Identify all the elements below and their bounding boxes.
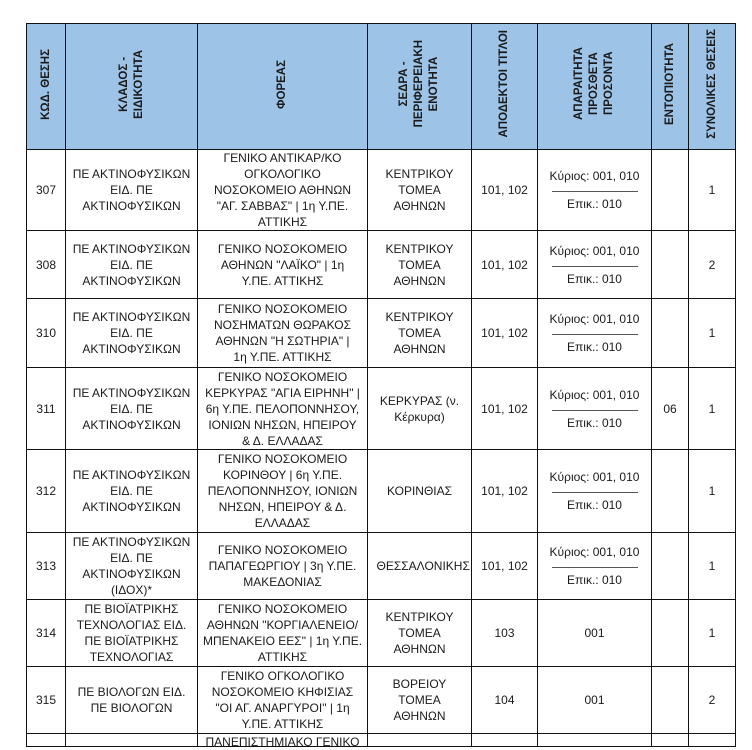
agency-text: ΓΕΝΙΚΟ ΝΟΣΟΚΟΜΕΙΟ ΚΟΡΙΝΘΟΥ | 6η Υ.ΠΕ. ΠΕΛΟΠΟΝΝΗΣΟΥ, ΙΟΝΙΩΝ ΝΗΣΩΝ, ΗΠΕΙΡΟΥ & Δ. ΕΛΛΑΔΑΣ: [207, 452, 358, 530]
cell-code: [27, 600, 66, 667]
partial-cell: [368, 734, 472, 747]
cell-code: [27, 299, 66, 368]
agency-text: ΓΕΝΙΚΟ ΑΝΤΙΚΑΡ/ΚΟ ΟΓΚΟΛΟΓΙΚΟ ΝΟΣΟΚΟΜΕΙΟ ΑΘΗΝΩΝ "ΑΓ. ΣΑΒΒΑΣ" | 1η Υ.ΠΕ. ΑΤΤΙΚΗΣ: [213, 151, 352, 229]
cell-agency: [198, 600, 368, 667]
qualifications-main: 001: [584, 693, 605, 707]
cell-locality: [652, 299, 689, 368]
total-text: 1: [708, 401, 716, 416]
cell-code: [27, 150, 66, 231]
qualifications: [550, 168, 640, 212]
cell-total: [689, 533, 736, 600]
cell-total: [689, 450, 736, 533]
partial-cell: [472, 734, 538, 747]
cell-total: [689, 150, 736, 231]
qualifications-main: Κύριος: 001, 010: [549, 243, 640, 258]
cell-specialty: [66, 667, 198, 734]
cell-seat: [368, 150, 472, 231]
cell-specialty: [66, 600, 198, 667]
header-qualifications: [538, 24, 652, 150]
qualifications: [550, 243, 640, 287]
table-row: [27, 450, 736, 533]
cell-titles: [472, 231, 538, 299]
seat-text: ΚΕΝΤΡΙΚΟΥ ΤΟΜΕΑ ΑΘΗΝΩΝ: [385, 241, 454, 288]
cell-specialty: [66, 533, 198, 600]
cell-qualifications: [538, 299, 652, 368]
cell-specialty: [66, 299, 198, 368]
cell-total: [689, 299, 736, 368]
cell-agency: [198, 150, 368, 231]
cell-locality: [652, 533, 689, 600]
code-text: 315: [35, 693, 57, 707]
cell-seat: [368, 231, 472, 299]
total-text: 2: [708, 693, 716, 707]
cell-locality: [652, 667, 689, 734]
cell-seat: [368, 368, 472, 450]
qualifications-divider: [552, 334, 638, 335]
header-label: ΣΥΝΟΛΙΚΕΣ ΘΕΣΕΙΣ: [705, 29, 718, 139]
header-specialty: [66, 24, 198, 150]
cell-qualifications: [538, 231, 652, 299]
seat-text: ΒΟΡΕΙΟΥ ΤΟΜΕΑ ΑΘΗΝΩΝ: [392, 677, 447, 723]
qualifications-divider: [552, 410, 638, 411]
cell-titles: [472, 667, 538, 734]
qualifications: [550, 469, 640, 513]
cell-titles: [472, 368, 538, 450]
cell-agency: [198, 667, 368, 734]
total-text: 1: [708, 326, 716, 340]
cell-locality: [652, 450, 689, 533]
titles-text: 101, 102: [481, 183, 528, 197]
cell-seat: [368, 450, 472, 533]
qualifications-main: Κύριος: 001, 010: [549, 169, 640, 183]
header-label: ΚΩΔ. ΘΕΣΗΣ: [39, 48, 52, 120]
cell-qualifications: [538, 667, 652, 734]
partial-cell: [66, 734, 198, 747]
header-code: [27, 24, 66, 150]
table-row: [27, 150, 736, 231]
qualifications: [550, 544, 640, 588]
specialty-text: ΠΕ ΑΚΤΙΝΟΦΥΣΙΚΩΝ ΕΙΔ. ΠΕ ΑΚΤΙΝΟΦΥΣΙΚΩΝ: [72, 385, 191, 432]
qualifications-secondary: Επικ.: 010: [567, 573, 622, 587]
qualifications-divider: [552, 567, 638, 568]
cell-code: [27, 667, 66, 734]
header-label: ΕΝΤΟΠΙΟΤΗΤΑ: [663, 43, 676, 125]
cell-agency: [198, 299, 368, 368]
qualifications-secondary: Επικ.: 010: [567, 340, 622, 354]
cell-total: [689, 368, 736, 450]
header-row: [27, 24, 736, 150]
header-label: ΑΠΟΔΕΚΤΟΙ ΤΙΤΛΟΙ: [498, 30, 510, 138]
partial-agency-text: ΠΑΝΕΠΙΣΤΗΜΙΑΚΟ ΓΕΝΙΚΟ: [205, 735, 360, 749]
cell-code: [27, 231, 66, 299]
cell-total: [689, 667, 736, 734]
header-total: [689, 24, 736, 150]
seat-text: ΚΕΝΤΡΙΚΟΥ ΤΟΜΕΑ ΑΘΗΝΩΝ: [385, 610, 454, 656]
cell-qualifications: [538, 368, 652, 450]
header-label: ΑΠΑΡΑΙΤΗΤΑ ΠΡΟΣΘΕΤΑ ΠΡΟΣΟΝΤΑ: [573, 47, 615, 121]
header-agency: [198, 24, 368, 150]
qualifications-secondary: Επικ.: 010: [567, 498, 622, 512]
qualifications-divider: [552, 266, 638, 267]
cell-titles: [472, 150, 538, 231]
specialty-text: ΠΕ ΒΙΟΪΑΤΡΙΚΗΣ ΤΕΧΝΟΛΟΓΙΑΣ ΕΙΔ. ΠΕ ΒΙΟΪΑΤΡΙΚΗΣ ΤΕΧΝΟΛΟΓΙΑΣ: [76, 602, 187, 664]
cell-specialty: [66, 368, 198, 450]
titles-text: 101, 102: [481, 257, 528, 272]
cell-agency: [198, 533, 368, 600]
qualifications-main: Κύριος: 001, 010: [549, 545, 640, 559]
cell-specialty: [66, 150, 198, 231]
agency-text: ΓΕΝΙΚΟ ΝΟΣΟΚΟΜΕΙΟ ΠΑΠΑΓΕΩΡΓΙΟΥ | 3η Υ.ΠΕ. ΜΑΚΕΔΟΝΙΑΣ: [208, 543, 357, 589]
code-text: 310: [35, 326, 57, 340]
table-row: [27, 299, 736, 368]
cell-specialty: [66, 450, 198, 533]
cell-titles: [472, 450, 538, 533]
code-text: 312: [35, 484, 57, 498]
partial-cell: [689, 734, 736, 747]
seat-text: ΚΕΝΤΡΙΚΟΥ ΤΟΜΕΑ ΑΘΗΝΩΝ: [385, 310, 454, 356]
agency-text: ΓΕΝΙΚΟ ΝΟΣΟΚΟΜΕΙΟ ΚΕΡΚΥΡΑΣ "ΑΓΙΑ ΕΙΡΗΝΗ" | 6η Υ.ΠΕ. ΠΕΛΟΠΟΝΝΗΣΟΥ, ΙΟΝΙΩΝ ΝΗΣΩΝ, ΗΠΕΙΡΟΥ & Δ. ΕΛΛΑΔΑΣ: [205, 369, 360, 448]
qualifications: [584, 625, 604, 641]
qualifications-main: Κύριος: 001, 010: [549, 387, 640, 402]
cell-locality: [652, 150, 689, 231]
cell-titles: [472, 600, 538, 667]
code-text: 311: [36, 401, 56, 416]
cell-seat: [368, 299, 472, 368]
specialty-text: ΠΕ ΑΚΤΙΝΟΦΥΣΙΚΩΝ ΕΙΔ. ΠΕ ΑΚΤΙΝΟΦΥΣΙΚΩΝ: [72, 310, 191, 356]
qualifications-main: Κύριος: 001, 010: [549, 470, 640, 484]
cell-agency: [198, 450, 368, 533]
specialty-text: ΠΕ ΒΙΟΛΟΓΩΝ ΕΙΔ. ΠΕ ΒΙΟΛΟΓΩΝ: [77, 685, 186, 715]
header-seat: [368, 24, 472, 150]
qualifications: [550, 311, 640, 355]
agency-text: ΓΕΝΙΚΟ ΝΟΣΟΚΟΜΕΙΟ ΝΟΣΗΜΑΤΩΝ ΘΩΡΑΚΟΣ ΑΘΗΝΩΝ "Η ΣΩΤΗΡΙΑ" | 1η Υ.ΠΕ. ΑΤΤΙΚΗΣ: [213, 302, 352, 364]
header-label: ΚΛΑΔΟΣ - ΕΙΔΙΚΟΤΗΤΑ: [117, 49, 145, 119]
qualifications-secondary: Επικ.: 010: [567, 415, 622, 430]
titles-text: 101, 102: [481, 484, 528, 498]
code-text: 313: [35, 559, 57, 573]
partial-cell: [198, 734, 368, 747]
qualifications: [550, 387, 640, 431]
table-row: [27, 533, 736, 600]
cell-locality: [652, 600, 689, 667]
total-text: 1: [708, 484, 716, 498]
table-row: [27, 600, 736, 667]
agency-text: ΓΕΝΙΚΟ ΝΟΣΟΚΟΜΕΙΟ ΑΘΗΝΩΝ "ΛΑΪΚΟ" | 1η Υ.ΠΕ. ΑΤΤΙΚΗΣ: [217, 241, 348, 288]
table-row: [27, 368, 736, 450]
cell-code: [27, 533, 66, 600]
header-locality: [652, 24, 689, 150]
cell-qualifications: [538, 533, 652, 600]
agency-text: ΓΕΝΙΚΟ ΝΟΣΟΚΟΜΕΙΟ ΑΘΗΝΩΝ "ΚΟΡΓΙΑΛΕΝΕΙΟ/ΜΠΕΝΑΚΕΙΟ ΕΕΣ" | 1η Υ.ΠΕ. ΑΤΤΙΚΗΣ: [202, 602, 363, 664]
code-text: 314: [35, 626, 57, 640]
agency-text: ΓΕΝΙΚΟ ΟΓΚΟΛΟΓΙΚΟ ΝΟΣΟΚΟΜΕΙΟ ΚΗΦΙΣΙΑΣ "ΟΙ ΑΓ. ΑΝΑΡΓΥΡΟΙ" | 1η Υ.ΠΕ. ΑΤΤΙΚΗΣ: [211, 669, 354, 731]
cell-seat: [368, 667, 472, 734]
total-text: 1: [708, 559, 716, 573]
header-label: ΦΟΡΕΑΣ: [276, 59, 288, 109]
cell-total: [689, 231, 736, 299]
header-titles: [472, 24, 538, 150]
seat-text: ΚΟΡΙΝΘΙΑΣ: [386, 484, 453, 498]
cell-code: [27, 368, 66, 450]
partial-cell: [652, 734, 689, 747]
specialty-text: ΠΕ ΑΚΤΙΝΟΦΥΣΙΚΩΝ ΕΙΔ. ΠΕ ΑΚΤΙΝΟΦΥΣΙΚΩΝ: [72, 468, 191, 514]
qualifications-main: Κύριος: 001, 010: [549, 312, 640, 326]
cell-locality: [652, 368, 689, 450]
qualifications-divider: [552, 492, 638, 493]
cell-agency: [198, 368, 368, 450]
seat-text: ΘΕΣΣΑΛΟΝΙΚΗΣ: [376, 559, 470, 573]
cell-qualifications: [538, 150, 652, 231]
cell-titles: [472, 533, 538, 600]
cell-code: [27, 450, 66, 533]
total-text: 2: [708, 257, 716, 272]
table-row: [27, 231, 736, 299]
titles-text: 101, 102: [481, 401, 528, 416]
specialty-text: ΠΕ ΑΚΤΙΝΟΦΥΣΙΚΩΝ ΕΙΔ. ΠΕ ΑΚΤΙΝΟΦΥΣΙΚΩΝ: [72, 167, 191, 213]
specialty-text: ΠΕ ΑΚΤΙΝΟΦΥΣΙΚΩΝ ΕΙΔ. ΠΕ ΑΚΤΙΝΟΦΥΣΙΚΩΝ: [72, 241, 191, 288]
qualifications: [584, 692, 604, 708]
cell-total: [689, 600, 736, 667]
table-row: [27, 667, 736, 734]
qualifications-main: 001: [584, 626, 605, 640]
qualifications-divider: [552, 191, 638, 192]
partial-cell: [538, 734, 652, 747]
cell-qualifications: [538, 450, 652, 533]
code-text: 308: [35, 257, 57, 272]
qualifications-secondary: Επικ.: 010: [567, 197, 622, 211]
cell-titles: [472, 299, 538, 368]
partial-cell: [27, 734, 66, 747]
titles-text: 101, 102: [481, 326, 528, 340]
cell-seat: [368, 533, 472, 600]
positions-table: [26, 23, 736, 747]
cell-specialty: [66, 231, 198, 299]
cell-locality: [652, 231, 689, 299]
header-label: ΣΕΔΡΑ - ΠΕΡΙΦΕΡΕΙΑΚΗ ΕΝΟΤΗΤΑ: [398, 40, 440, 128]
locality-text: 06: [663, 401, 677, 416]
qualifications-secondary: Επικ.: 010: [567, 271, 622, 286]
seat-text: ΚΕΡΚΥΡΑΣ (ν. Κέρκυρα): [379, 393, 460, 424]
titles-text: 101, 102: [481, 559, 528, 573]
total-text: 1: [708, 183, 716, 197]
cell-seat: [368, 600, 472, 667]
specialty-text: ΠΕ ΑΚΤΙΝΟΦΥΣΙΚΩΝ ΕΙΔ. ΠΕ ΑΚΤΙΝΟΦΥΣΙΚΩΝ (ΙΔΟΧ)*: [72, 535, 191, 597]
titles-text: 104: [494, 693, 515, 707]
total-text: 1: [708, 626, 716, 640]
table-row-partial: [27, 734, 736, 747]
cell-qualifications: [538, 600, 652, 667]
seat-text: ΚΕΝΤΡΙΚΟΥ ΤΟΜΕΑ ΑΘΗΝΩΝ: [385, 167, 454, 213]
code-text: 307: [35, 183, 57, 197]
titles-text: 103: [494, 626, 515, 640]
cell-agency: [198, 231, 368, 299]
